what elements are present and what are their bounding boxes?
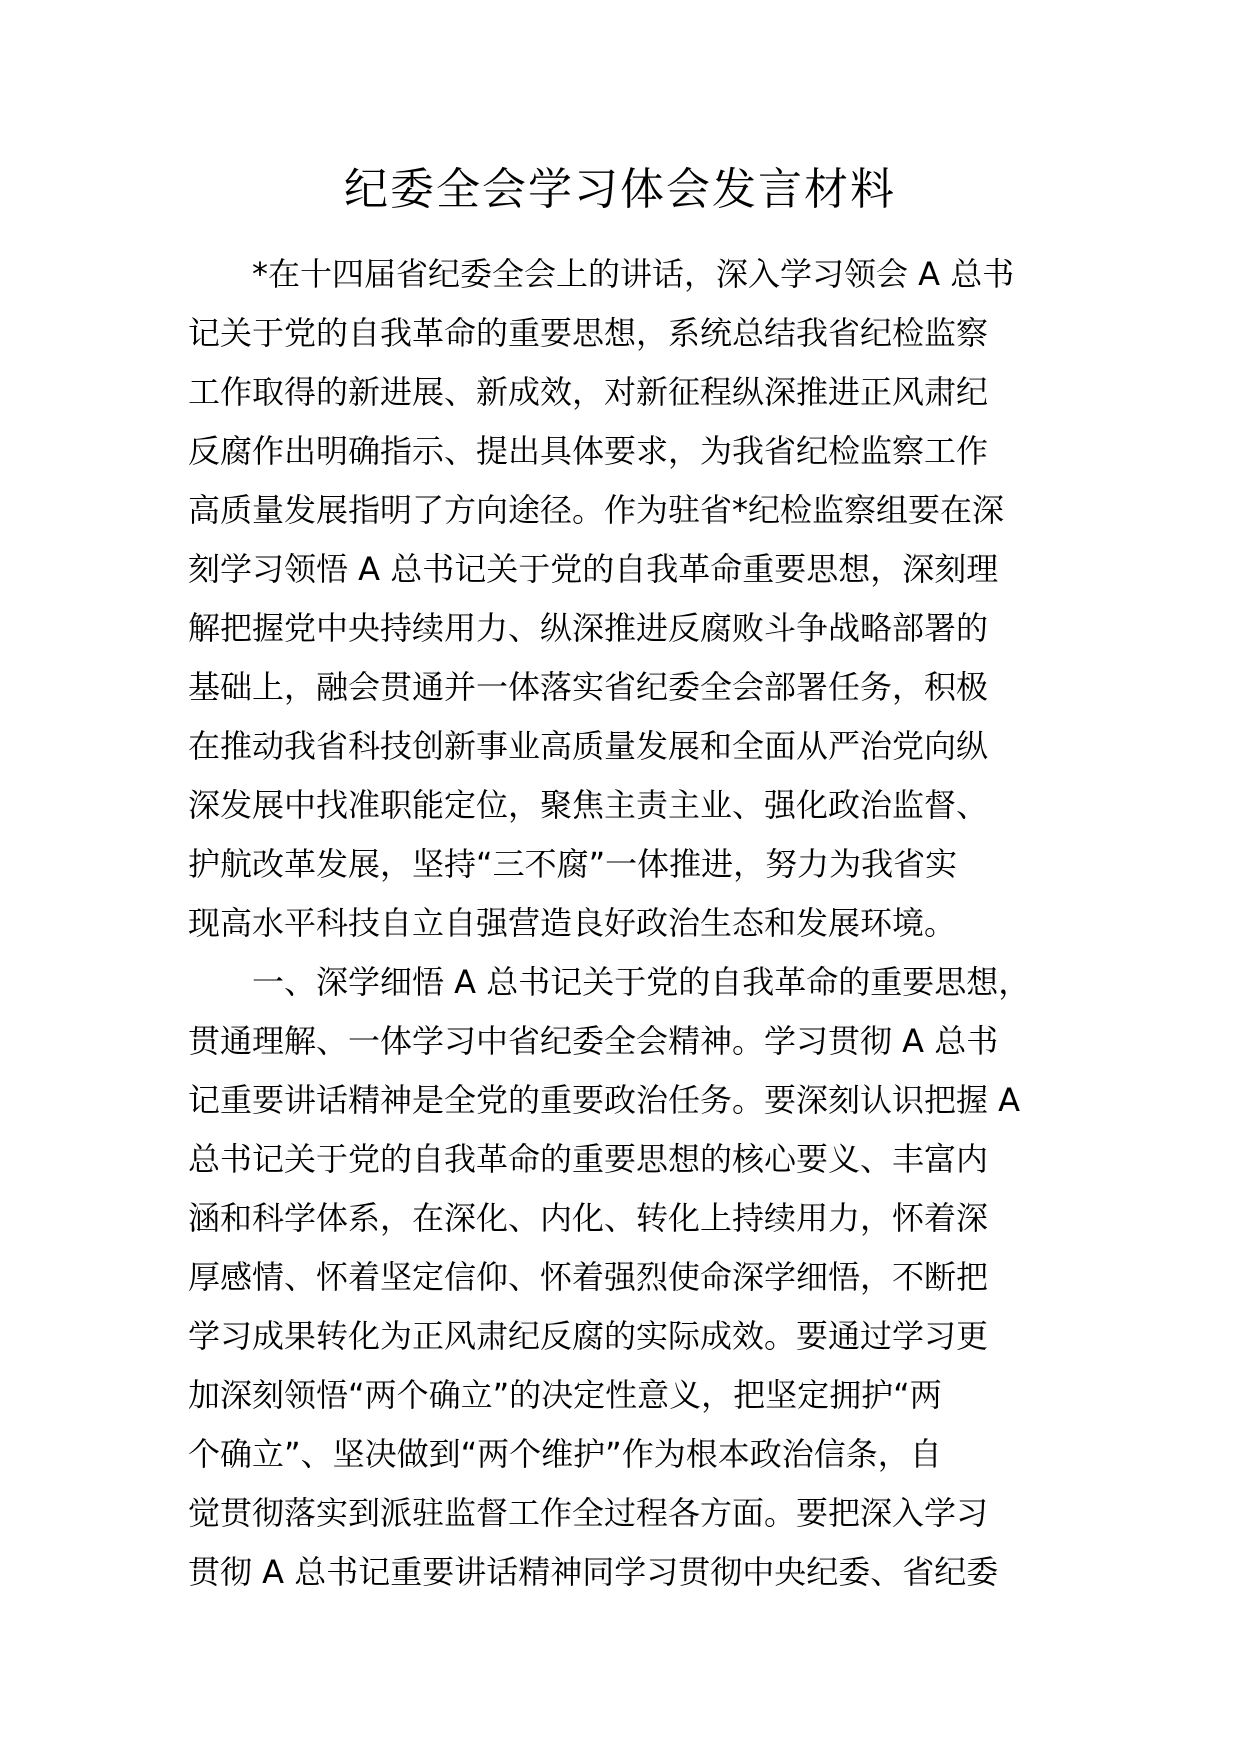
- document-body: [188, 245, 1070, 1602]
- paragraph-line: 高质量发展指明了方向途径。作为驻省*纪检监察组要在深: [188, 491, 1005, 529]
- paragraph-line: *在十四届省纪委全会上的讲话，深入学习领会 A 总书: [252, 255, 1015, 293]
- paragraph-line: 个确立”、坚决做到“两个维护”作为根本政治信条，自: [188, 1435, 942, 1473]
- paragraph-line: 在推动我省科技创新事业高质量发展和全面从严治党向纵: [188, 727, 989, 765]
- paragraph-line: 基础上，融会贯通并一体落实省纪委全会部署任务，积极: [188, 668, 989, 706]
- paragraph-line: 解把握党中央持续用力、纵深推进反腐败斗争战略部署的: [188, 609, 989, 647]
- paragraph-line: 现高水平科技自立自强营造良好政治生态和发展环境。: [188, 904, 957, 942]
- paragraph-line: 工作取得的新进展、新成效，对新征程纵深推进正风肃纪: [188, 373, 989, 411]
- paragraph-line: 反腐作出明确指示、提出具体要求，为我省纪检监察工作: [188, 432, 989, 470]
- paragraph-line: 记重要讲话精神是全党的重要政治任务。要深刻认识把握 A: [188, 1081, 1021, 1119]
- paragraph-line: 贯彻 A 总书记重要讲话精神同学习贯彻中央纪委、省纪委: [188, 1553, 999, 1591]
- paragraph-line: 觉贯彻落实到派驻监督工作全过程各方面。要把深入学习: [188, 1494, 989, 1532]
- paragraph-line: 刻学习领悟 A 总书记关于党的自我革命重要思想，深刻理: [188, 550, 999, 588]
- paragraph-line: 记关于党的自我革命的重要思想，系统总结我省纪检监察: [188, 314, 989, 352]
- paragraph-line: 学习成果转化为正风肃纪反腐的实际成效。要通过学习更: [188, 1317, 989, 1355]
- paragraph-line: 护航改革发展，坚持“三不腐”一体推进，努力为我省实: [188, 845, 958, 883]
- paragraph-line: 贯通理解、一体学习中省纪委全会精神。学习贯彻 A 总书: [188, 1022, 999, 1060]
- section-heading-line: 一、深学细悟 A 总书记关于党的自我革命的重要思想，: [252, 963, 1031, 1001]
- document-title: 纪委全会学习体会发言材料: [344, 164, 896, 215]
- paragraph-line: 加深刻领悟“两个确立”的决定性意义，把坚定拥护“两: [188, 1376, 942, 1414]
- paragraph-line: 涵和科学体系，在深化、内化、转化上持续用力，怀着深: [188, 1199, 989, 1237]
- paragraph-line: 厚感情、怀着坚定信仰、怀着强烈使命深学细悟，不断把: [188, 1258, 989, 1296]
- paragraph-line: 总书记关于党的自我革命的重要思想的核心要义、丰富内: [188, 1140, 989, 1178]
- paragraph-line: 深发展中找准职能定位，聚焦主责主业、强化政治监督、: [188, 786, 989, 824]
